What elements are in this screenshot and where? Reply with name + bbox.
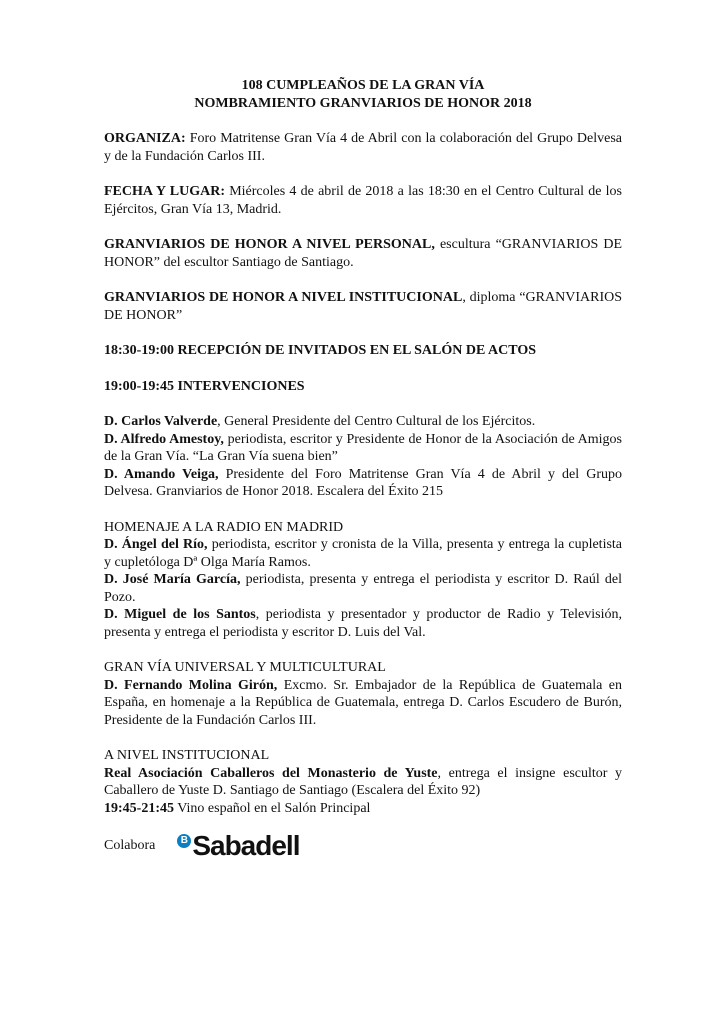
speaker-name: Real Asociación Caballeros del Monasterio de Yuste	[104, 765, 438, 781]
speaker-name: D. José María García,	[104, 572, 241, 587]
list-item	[104, 431, 622, 466]
sabadell-logo	[177, 832, 299, 860]
speaker-text: periodista, escritor y cronista de la Villa, presenta y entrega la cupletista y cupletóloga Dª Olga María Ramos.	[104, 537, 623, 570]
schedule-time: 19:45-21:45	[104, 800, 174, 816]
speaker-text: , entrega el insigne escultor y Caballero de Yuste D. Santiago de Santiago (Escalera del Éxito 92)	[104, 765, 622, 798]
speaker-name: D. Alfredo Amestoy,	[104, 431, 224, 447]
radio-heading: HOMENAJE A LA RADIO EN MADRID	[104, 519, 344, 535]
list-item	[104, 413, 622, 431]
intervenciones-heading: 19:00-19:45 INTERVENCIONES	[104, 378, 305, 394]
organiza-text: Foro Matritense Gran Vía 4 de Abril con la colaboración del Grupo Delvesa y de la Fundación Carlos III.	[104, 131, 622, 164]
colabora-block	[104, 832, 300, 860]
list-item	[104, 800, 622, 818]
organiza-paragraph	[104, 130, 622, 165]
personal-label: GRANVIARIOS DE HONOR A NIVEL PERSONAL,	[104, 237, 435, 252]
document-body	[104, 77, 622, 817]
list-item	[104, 466, 622, 501]
fecha-label: FECHA Y LUGAR:	[104, 184, 225, 199]
personal-text: escultura “GRANVIARIOS DE HONOR” del escultor Santiago de Santiago.	[104, 237, 622, 270]
fecha-paragraph	[104, 183, 622, 218]
title-line-1: 108 CUMPLEAÑOS DE LA GRAN VÍA	[241, 78, 485, 93]
sabadell-badge-icon: B	[177, 834, 191, 848]
institucional-text: , diploma “GRANVIARIOS DE HONOR”	[104, 290, 623, 323]
schedule-text: Vino español en el Salón Principal	[174, 800, 371, 816]
speaker-name: D. Amando Veiga,	[104, 466, 219, 482]
list-item	[104, 536, 622, 571]
speaker-text: Presidente del Foro Matritense Gran Vía 4 de Abril y del Grupo Delvesa. Granviarios de Honor 2018. Escalera del Éxito 215	[104, 466, 622, 499]
speaker-text: Excmo. Sr. Embajador de la República de Guatemala en España, en homenaje a la República de Guatemala, entrega D. Carlos Escudero de Burón, Presidente de la Fundación Carlos III.	[104, 677, 622, 728]
universal-heading: GRAN VÍA UNIVERSAL Y MULTICULTURAL	[104, 660, 386, 675]
list-item	[104, 677, 622, 730]
list-item	[104, 571, 622, 606]
speaker-name: D. Carlos Valverde	[104, 414, 218, 429]
list-item	[104, 765, 622, 800]
speaker-text: , periodista y presentador y productor de Radio y Televisión, presenta y entrega el periodista y escritor D. Luis del Val.	[104, 607, 622, 640]
colabora-label: Colabora	[104, 838, 156, 854]
speaker-text: periodista, escritor y Presidente de Honor de la Asociación de Amigos de la Gran Vía. “La Gran Vía suena bien”	[104, 431, 623, 464]
speaker-name: D. Miguel de los Santos	[104, 607, 256, 622]
speaker-name: D. Ángel del Río,	[104, 537, 208, 552]
institucional-label: GRANVIARIOS DE HONOR A NIVEL INSTITUCIONAL	[104, 290, 463, 305]
title-line-2: NOMBRAMIENTO GRANVIARIOS DE HONOR 2018	[194, 95, 532, 111]
speaker-name: D. Fernando Molina Girón,	[104, 677, 278, 693]
sabadell-logo-text: Sabadell	[192, 830, 300, 861]
institucional-paragraph	[104, 289, 622, 324]
list-item	[104, 606, 622, 641]
organiza-label: ORGANIZA:	[104, 131, 186, 146]
recepcion-heading: 18:30-19:00 RECEPCIÓN DE INVITADOS EN EL SALÓN DE ACTOS	[104, 343, 536, 358]
nivel-institucional-heading: A NIVEL INSTITUCIONAL	[104, 748, 270, 763]
personal-paragraph	[104, 236, 622, 271]
speaker-text: periodista, presenta y entrega el periodista y escritor D. Raúl del Pozo.	[104, 572, 622, 605]
speaker-text: , General Presidente del Centro Cultural de los Ejércitos.	[217, 414, 536, 429]
fecha-text: Miércoles 4 de abril de 2018 a las 18:30 en el Centro Cultural de los Ejércitos, Gran Vía 13, Madrid.	[104, 184, 622, 217]
